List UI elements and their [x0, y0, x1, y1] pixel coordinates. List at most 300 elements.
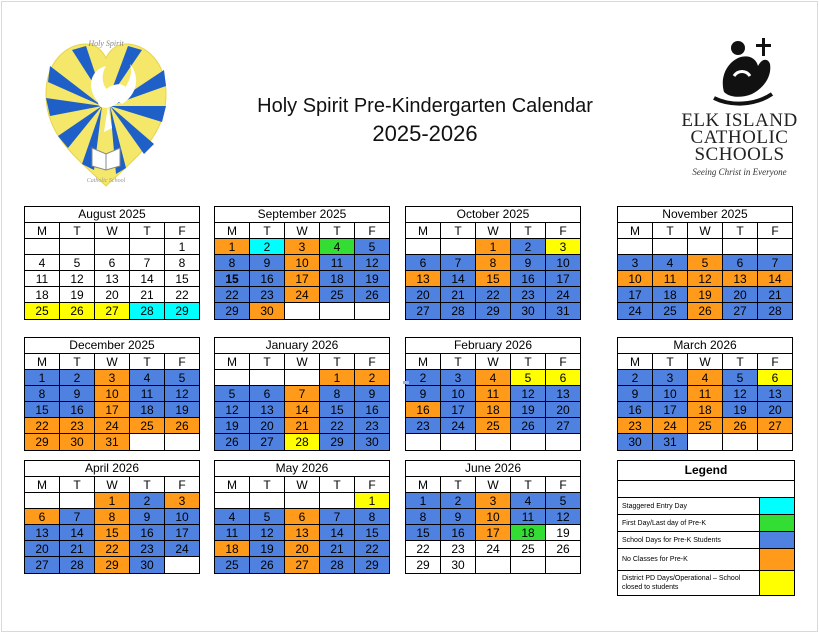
week-row	[25, 386, 199, 402]
day-cell: 19	[60, 287, 95, 303]
day-cell: 20	[285, 541, 320, 557]
day-cell	[476, 557, 511, 573]
week-row	[25, 370, 199, 386]
day-cell: 2	[355, 370, 389, 386]
day-cell: 22	[406, 541, 441, 557]
day-cell: 20	[95, 287, 130, 303]
day-cell: 17	[95, 402, 130, 418]
weekday-header: W	[95, 223, 130, 239]
day-cell: 16	[441, 525, 476, 541]
weekday-header: T	[250, 354, 285, 370]
day-cell	[320, 303, 355, 319]
day-cell: 29	[25, 434, 60, 450]
day-cell: 21	[130, 287, 165, 303]
day-cell: 11	[511, 509, 546, 525]
day-cell: 13	[546, 386, 580, 402]
day-cell: 10	[653, 386, 688, 402]
day-cell: 19	[688, 287, 723, 303]
day-cell: 14	[130, 271, 165, 287]
day-cell: 26	[215, 434, 250, 450]
week-row	[25, 255, 199, 271]
day-cell: 17	[441, 402, 476, 418]
day-cell: 28	[60, 557, 95, 573]
svg-text:Holy Spirit: Holy Spirit	[88, 39, 124, 48]
day-cell: 19	[215, 418, 250, 434]
month-title: March 2026	[618, 338, 792, 354]
month-title: April 2026	[25, 461, 199, 477]
weekday-header-row	[215, 223, 389, 239]
day-cell: 27	[95, 303, 130, 319]
day-cell: 15	[215, 271, 250, 287]
weekday-header-row	[618, 223, 792, 239]
day-cell	[511, 434, 546, 450]
weekday-header: W	[285, 354, 320, 370]
day-cell: 23	[250, 287, 285, 303]
day-cell: 24	[618, 303, 653, 319]
day-cell: 1	[406, 493, 441, 509]
week-row	[25, 434, 199, 450]
month-september-2025	[214, 206, 390, 320]
day-cell: 1	[320, 370, 355, 386]
week-row	[406, 418, 580, 434]
month-january-2026	[214, 337, 390, 451]
day-cell: 30	[60, 434, 95, 450]
day-cell: 31	[95, 434, 130, 450]
day-cell: 8	[406, 509, 441, 525]
day-cell: 3	[476, 493, 511, 509]
month-title: December 2025	[25, 338, 199, 354]
day-cell: 10	[546, 255, 580, 271]
day-cell: 16	[130, 525, 165, 541]
day-cell: 16	[250, 271, 285, 287]
weekday-header: T	[653, 223, 688, 239]
day-cell: 7	[60, 509, 95, 525]
day-cell	[165, 434, 199, 450]
day-cell: 23	[355, 418, 389, 434]
day-cell: 4	[653, 255, 688, 271]
day-cell	[758, 434, 792, 450]
week-row	[215, 434, 389, 450]
day-cell: 7	[130, 255, 165, 271]
day-cell: 7	[758, 255, 792, 271]
weekday-header: T	[60, 223, 95, 239]
weekday-header: T	[441, 223, 476, 239]
day-cell: 31	[546, 303, 580, 319]
day-cell: 12	[688, 271, 723, 287]
day-cell: 27	[758, 418, 792, 434]
day-cell: 13	[285, 525, 320, 541]
day-cell: 8	[25, 386, 60, 402]
day-cell: 17	[618, 287, 653, 303]
month-june-2026	[405, 460, 581, 574]
day-cell: 21	[285, 418, 320, 434]
day-cell: 3	[285, 239, 320, 255]
day-cell: 11	[688, 386, 723, 402]
legend-spacer	[618, 481, 794, 498]
day-cell: 20	[758, 402, 792, 418]
weekday-header: T	[653, 354, 688, 370]
day-cell: 29	[320, 434, 355, 450]
weekday-header: W	[95, 477, 130, 493]
day-cell: 14	[60, 525, 95, 541]
weekday-header: T	[60, 477, 95, 493]
day-cell: 24	[285, 287, 320, 303]
day-cell: 5	[60, 255, 95, 271]
day-cell: 3	[618, 255, 653, 271]
week-row	[25, 418, 199, 434]
weekday-header: F	[758, 354, 792, 370]
day-cell: 18	[25, 287, 60, 303]
week-row	[406, 402, 580, 418]
day-cell: 11	[653, 271, 688, 287]
week-row	[215, 509, 389, 525]
day-cell: 25	[653, 303, 688, 319]
weekday-header: F	[546, 223, 580, 239]
month-title: November 2025	[618, 207, 792, 223]
day-cell: 23	[130, 541, 165, 557]
day-cell: 26	[688, 303, 723, 319]
day-cell: 11	[25, 271, 60, 287]
day-cell: 8	[215, 255, 250, 271]
day-cell: 6	[406, 255, 441, 271]
day-cell: 10	[95, 386, 130, 402]
month-title: October 2025	[406, 207, 580, 223]
legend	[617, 460, 795, 596]
week-row	[215, 493, 389, 509]
day-cell: 10	[165, 509, 199, 525]
week-row	[215, 370, 389, 386]
weekday-header-row	[25, 223, 199, 239]
week-row	[618, 303, 792, 319]
day-cell: 29	[95, 557, 130, 573]
day-cell: 29	[165, 303, 199, 319]
day-cell: 12	[60, 271, 95, 287]
weekday-header-row	[215, 477, 389, 493]
day-cell: 17	[546, 271, 580, 287]
day-cell: 30	[618, 434, 653, 450]
week-row	[406, 287, 580, 303]
weekday-header: W	[285, 477, 320, 493]
day-cell: 30	[130, 557, 165, 573]
day-cell: 9	[618, 386, 653, 402]
month-april-2026	[24, 460, 200, 574]
week-row	[25, 557, 199, 573]
day-cell	[546, 434, 580, 450]
day-cell: 12	[723, 386, 758, 402]
day-cell: 22	[355, 541, 389, 557]
weekday-header: T	[130, 223, 165, 239]
day-cell: 8	[355, 509, 389, 525]
day-cell	[95, 239, 130, 255]
week-row	[618, 255, 792, 271]
day-cell	[441, 434, 476, 450]
week-row	[215, 525, 389, 541]
day-cell	[653, 239, 688, 255]
day-cell: 4	[25, 255, 60, 271]
title-line-1: Holy Spirit Pre-Kindergarten Calendar	[257, 95, 593, 117]
decorative-mark	[403, 381, 409, 384]
day-cell: 21	[441, 287, 476, 303]
weekday-header: W	[688, 354, 723, 370]
day-cell: 5	[165, 370, 199, 386]
day-cell: 19	[250, 541, 285, 557]
day-cell: 16	[60, 402, 95, 418]
weekday-header: F	[165, 223, 199, 239]
day-cell: 7	[320, 509, 355, 525]
weekday-header: T	[723, 354, 758, 370]
weekday-header-row	[25, 477, 199, 493]
weekday-header: M	[25, 477, 60, 493]
day-cell: 27	[546, 418, 580, 434]
day-cell: 28	[285, 434, 320, 450]
day-cell: 20	[250, 418, 285, 434]
weekday-header: T	[441, 477, 476, 493]
day-cell: 25	[25, 303, 60, 319]
week-row	[25, 509, 199, 525]
month-february-2026	[405, 337, 581, 451]
week-row	[215, 386, 389, 402]
month-november-2025	[617, 206, 793, 320]
day-cell: 2	[618, 370, 653, 386]
week-row	[406, 557, 580, 573]
day-cell: 10	[618, 271, 653, 287]
weekday-header: T	[320, 477, 355, 493]
week-row	[215, 402, 389, 418]
day-cell: 16	[406, 402, 441, 418]
day-cell: 13	[95, 271, 130, 287]
legend-item	[618, 549, 794, 571]
day-cell: 21	[758, 287, 792, 303]
day-cell: 25	[320, 287, 355, 303]
day-cell: 2	[250, 239, 285, 255]
month-march-2026	[617, 337, 793, 451]
day-cell: 1	[476, 239, 511, 255]
week-row	[406, 239, 580, 255]
day-cell: 2	[130, 493, 165, 509]
weekday-header: W	[95, 354, 130, 370]
day-cell: 2	[511, 239, 546, 255]
weekday-header: F	[355, 477, 389, 493]
weekday-header: T	[130, 354, 165, 370]
day-cell: 8	[165, 255, 199, 271]
day-cell: 27	[285, 557, 320, 573]
day-cell	[723, 434, 758, 450]
legend-item	[618, 532, 794, 549]
day-cell: 23	[441, 541, 476, 557]
day-cell: 5	[546, 493, 580, 509]
day-cell: 18	[320, 271, 355, 287]
day-cell: 12	[250, 525, 285, 541]
weekday-header: M	[406, 354, 441, 370]
day-cell: 1	[215, 239, 250, 255]
week-row	[406, 493, 580, 509]
day-cell: 2	[441, 493, 476, 509]
day-cell: 6	[285, 509, 320, 525]
day-cell: 4	[476, 370, 511, 386]
week-row	[215, 303, 389, 319]
day-cell	[688, 239, 723, 255]
holy-spirit-logo	[42, 36, 170, 188]
weekday-header: F	[758, 223, 792, 239]
weekday-header: T	[60, 354, 95, 370]
week-row	[406, 271, 580, 287]
board-tagline: Seeing Christ in Everyone	[692, 167, 787, 177]
month-title: February 2026	[406, 338, 580, 354]
day-cell	[250, 493, 285, 509]
day-cell: 5	[723, 370, 758, 386]
day-cell: 8	[320, 386, 355, 402]
day-cell: 26	[546, 541, 580, 557]
day-cell: 28	[320, 557, 355, 573]
weekday-header: F	[165, 354, 199, 370]
weekday-header: W	[476, 354, 511, 370]
legend-label: No Classes for Pre-K	[618, 549, 760, 570]
day-cell: 17	[165, 525, 199, 541]
weekday-header: T	[250, 223, 285, 239]
day-cell: 14	[758, 271, 792, 287]
day-cell	[511, 557, 546, 573]
day-cell	[688, 434, 723, 450]
day-cell: 6	[250, 386, 285, 402]
calendar-title	[220, 94, 630, 148]
week-row	[406, 386, 580, 402]
day-cell	[25, 493, 60, 509]
day-cell: 4	[320, 239, 355, 255]
day-cell: 22	[215, 287, 250, 303]
day-cell: 12	[546, 509, 580, 525]
weekday-header: M	[406, 477, 441, 493]
week-row	[406, 370, 580, 386]
day-cell: 4	[215, 509, 250, 525]
week-row	[25, 493, 199, 509]
day-cell	[25, 239, 60, 255]
legend-swatch	[760, 532, 794, 548]
board-name-line-2: CATHOLIC	[690, 127, 789, 148]
day-cell: 1	[355, 493, 389, 509]
day-cell: 5	[215, 386, 250, 402]
legend-swatch	[760, 515, 794, 531]
weekday-header: T	[511, 354, 546, 370]
weekday-header: F	[546, 477, 580, 493]
day-cell: 5	[250, 509, 285, 525]
day-cell: 28	[758, 303, 792, 319]
day-cell	[60, 493, 95, 509]
week-row	[406, 303, 580, 319]
day-cell: 7	[285, 386, 320, 402]
day-cell	[60, 239, 95, 255]
weekday-header: W	[688, 223, 723, 239]
legend-item	[618, 498, 794, 515]
day-cell: 24	[95, 418, 130, 434]
week-row	[406, 255, 580, 271]
day-cell: 18	[511, 525, 546, 541]
day-cell: 24	[476, 541, 511, 557]
day-cell: 3	[441, 370, 476, 386]
day-cell: 6	[25, 509, 60, 525]
day-cell	[165, 557, 199, 573]
day-cell: 1	[95, 493, 130, 509]
day-cell: 15	[25, 402, 60, 418]
week-row	[25, 525, 199, 541]
weekday-header: M	[618, 354, 653, 370]
weekday-header: T	[130, 477, 165, 493]
day-cell: 15	[95, 525, 130, 541]
weekday-header-row	[215, 354, 389, 370]
day-cell: 11	[130, 386, 165, 402]
eics-emblem-icon	[710, 36, 776, 108]
day-cell: 18	[215, 541, 250, 557]
week-row	[25, 402, 199, 418]
legend-swatch	[760, 549, 794, 570]
day-cell: 19	[165, 402, 199, 418]
weekday-header: T	[320, 223, 355, 239]
week-row	[215, 541, 389, 557]
day-cell: 17	[476, 525, 511, 541]
day-cell	[250, 370, 285, 386]
day-cell: 22	[476, 287, 511, 303]
day-cell: 6	[95, 255, 130, 271]
board-name-line-3: SCHOOLS	[694, 144, 785, 165]
month-title: September 2025	[215, 207, 389, 223]
day-cell: 21	[60, 541, 95, 557]
legend-label: District PD Days/Operational – School closed to students	[618, 571, 760, 595]
day-cell: 26	[511, 418, 546, 434]
weekday-header: T	[441, 354, 476, 370]
week-row	[25, 303, 199, 319]
day-cell: 27	[406, 303, 441, 319]
day-cell: 3	[653, 370, 688, 386]
day-cell: 29	[355, 557, 389, 573]
day-cell: 22	[320, 418, 355, 434]
day-cell: 15	[476, 271, 511, 287]
day-cell: 12	[215, 402, 250, 418]
day-cell: 30	[441, 557, 476, 573]
day-cell	[215, 493, 250, 509]
month-may-2026	[214, 460, 390, 574]
day-cell: 23	[511, 287, 546, 303]
weekday-header: T	[723, 223, 758, 239]
day-cell	[406, 239, 441, 255]
day-cell	[320, 493, 355, 509]
day-cell: 26	[723, 418, 758, 434]
week-row	[215, 418, 389, 434]
day-cell: 17	[285, 271, 320, 287]
month-december-2025	[24, 337, 200, 451]
svg-text:Catholic School: Catholic School	[86, 178, 126, 184]
day-cell: 16	[511, 271, 546, 287]
day-cell: 26	[250, 557, 285, 573]
day-cell: 24	[165, 541, 199, 557]
day-cell	[285, 493, 320, 509]
day-cell: 10	[476, 509, 511, 525]
day-cell: 29	[476, 303, 511, 319]
month-october-2025	[405, 206, 581, 320]
day-cell: 17	[653, 402, 688, 418]
day-cell: 13	[250, 402, 285, 418]
day-cell: 14	[285, 402, 320, 418]
day-cell: 10	[285, 255, 320, 271]
weekday-header-row	[406, 223, 580, 239]
day-cell: 9	[511, 255, 546, 271]
day-cell: 5	[688, 255, 723, 271]
legend-swatch	[760, 498, 794, 514]
day-cell: 6	[546, 370, 580, 386]
weekday-header-row	[618, 354, 792, 370]
day-cell: 20	[723, 287, 758, 303]
day-cell	[406, 434, 441, 450]
weekday-header-row	[25, 354, 199, 370]
weekday-header: F	[355, 223, 389, 239]
